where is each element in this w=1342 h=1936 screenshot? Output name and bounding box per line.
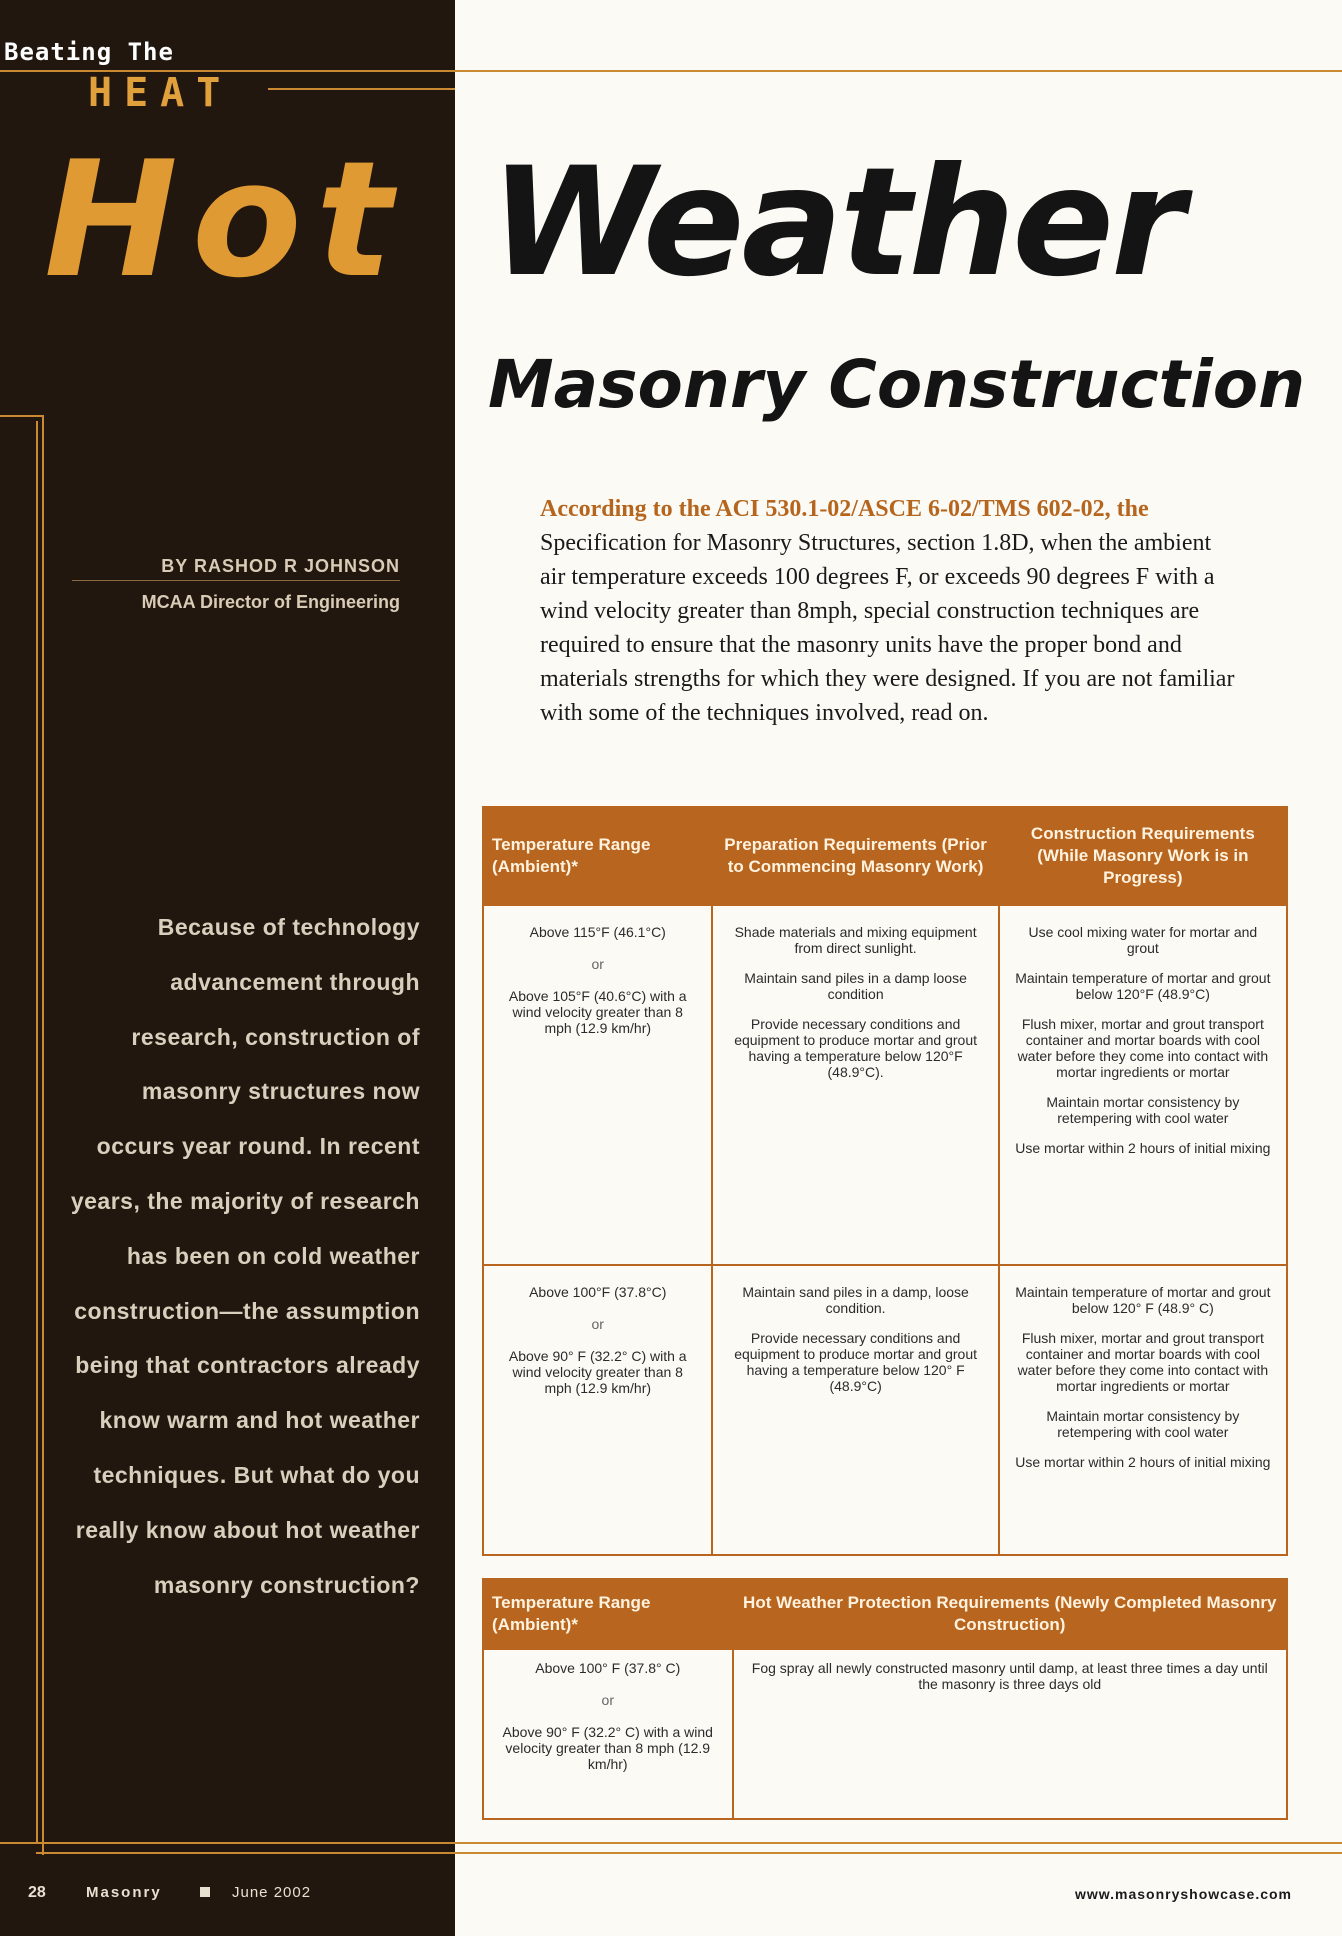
magazine-name: Masonry [86, 1884, 162, 1901]
prep-item: Maintain sand piles in a damp, loose condition. [742, 1284, 969, 1316]
prep-item: Provide necessary conditions and equipment to produce mortar and grout having a temperature below 120° F (48.9°C) [734, 1330, 977, 1394]
title-hot: Hot [44, 126, 407, 313]
intro-paragraph [540, 492, 1240, 730]
table1-header-prep: Preparation Requirements (Prior to Commencing Masonry Work) [712, 807, 998, 905]
construction-requirements-table [482, 806, 1288, 1556]
temp-range-a: Above 100° F (37.8° C) [535, 1660, 681, 1676]
or-label: or [591, 956, 604, 972]
byline-divider [72, 580, 400, 581]
construction-item: Maintain temperature of mortar and grout below 120° F (48.9° C) [1015, 1284, 1271, 1316]
kicker-beating-the: Beating The [4, 38, 174, 66]
pull-quote: Because of technology advancement through research, construction of masonry structures now occurs year round. In recent years, the majority of research has been on cold weather construction—the assumption being that contractors already know warm and hot weather techniques. But what do you really know about hot weather masonry construction? [70, 914, 420, 1598]
header-rule-right [455, 70, 1342, 72]
footer-rule-inner [36, 1852, 1342, 1854]
construction-item: Maintain mortar consistency by retempering with cool water [1046, 1408, 1240, 1440]
temp-range-b: Above 90° F (32.2° C) with a wind velocity greater than 8 mph (12.9 km/hr) [508, 1348, 687, 1396]
title-weather: Weather [490, 136, 1183, 310]
intro-lead: According to the ACI 530.1-02/ASCE 6-02/TMS 602-02, the [540, 496, 1149, 522]
subtitle: Masonry Construction [488, 346, 1306, 423]
issue-date: June 2002 [232, 1884, 312, 1901]
table1-r1-construction [999, 905, 1287, 1265]
footer-rule [0, 1842, 1342, 1844]
table-row [483, 1649, 1287, 1819]
page-number: 28 [28, 1884, 46, 1901]
construction-item: Flush mixer, mortar and grout transport container and mortar boards with cool water before they come into contact with mortar ingredients or mortar [1017, 1330, 1269, 1394]
byline-role: MCAA Director of Engineering [141, 592, 400, 612]
header-rule-short [268, 88, 455, 90]
protection-item: Fog spray all newly constructed masonry until damp, at least three times a day until the masonry is three days old [751, 1660, 1268, 1692]
table-row [483, 905, 1287, 1265]
table1-r2-temp [483, 1265, 712, 1555]
table1-header-construction: Construction Requirements (While Masonry Work is in Progress) [999, 807, 1287, 905]
prep-item: Provide necessary conditions and equipment to produce mortar and grout having a temperature below 120°F (48.9°C). [734, 1016, 977, 1080]
temp-range-a: Above 115°F (46.1°C) [529, 924, 666, 940]
temp-range-a: Above 100°F (37.8°C) [529, 1284, 667, 1300]
kicker-heat: HEAT [88, 70, 233, 116]
construction-item: Maintain mortar consistency by retempering with cool water [1046, 1094, 1240, 1126]
construction-item: Use mortar within 2 hours of initial mixing [1015, 1454, 1271, 1470]
or-label: or [601, 1692, 614, 1708]
table1-r1-prep [712, 905, 998, 1265]
byline-author: BY RASHOD R JOHNSON [161, 556, 400, 576]
table2-header-protection: Hot Weather Protection Requirements (Newly Completed Masonry Construction) [733, 1579, 1287, 1649]
prep-item: Maintain sand piles in a damp loose condition [744, 970, 967, 1002]
or-label: or [591, 1316, 604, 1332]
temp-range-b: Above 105°F (40.6°C) with a wind velocity greater than 8 mph (12.9 km/hr) [508, 988, 687, 1036]
table2-header-temp: Temperature Range (Ambient)* [483, 1579, 733, 1649]
protection-requirements-table [482, 1578, 1288, 1820]
temp-range-b: Above 90° F (32.2° C) with a wind velocity greater than 8 mph (12.9 km/hr) [502, 1724, 713, 1772]
website-url: www.masonryshowcase.com [1075, 1886, 1292, 1902]
construction-item: Maintain temperature of mortar and grout below 120°F (48.9°C) [1015, 970, 1271, 1002]
intro-body: Specification for Masonry Structures, section 1.8D, when the ambient air temperature exceeds 100 degrees F, or exceeds 90 degrees F with a wind velocity greater than 8mph, special construction techniques are required to ensure that the masonry units have the proper bond and materials strengths for which they were designed. If you are not familiar with some of the techniques involved, read on. [540, 530, 1235, 726]
table1-r2-construction [999, 1265, 1287, 1555]
construction-item: Use cool mixing water for mortar and grout [1028, 924, 1258, 956]
prep-item: Shade materials and mixing equipment from direct sunlight. [734, 924, 977, 956]
construction-item: Use mortar within 2 hours of initial mixing [1015, 1140, 1271, 1156]
table1-r1-temp [483, 905, 712, 1265]
table2-r1-protection [733, 1649, 1287, 1819]
construction-item: Flush mixer, mortar and grout transport container and mortar boards with cool water before they come into contact with mortar ingredients or mortar [1017, 1016, 1269, 1080]
table1-r2-prep [712, 1265, 998, 1555]
table2-r1-temp [483, 1649, 733, 1819]
decorative-frame-inner [36, 421, 38, 1844]
table-row [483, 1265, 1287, 1555]
square-bullet-icon [200, 1887, 210, 1897]
table1-header-temp: Temperature Range (Ambient)* [483, 807, 712, 905]
